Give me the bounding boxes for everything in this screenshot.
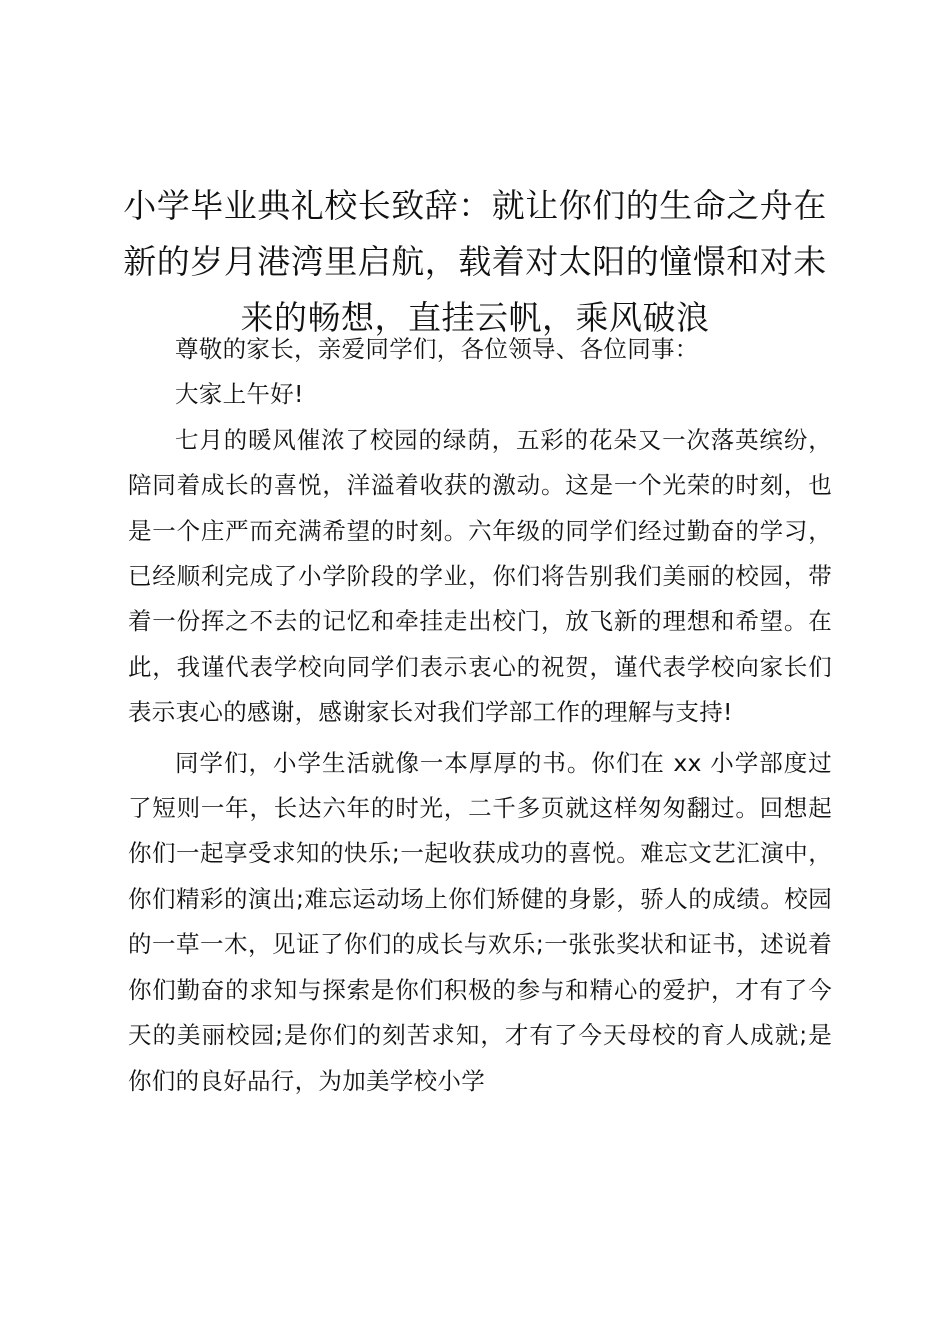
body-paragraph: 同学们，小学生活就像一本厚厚的书。你们在 xx 小学部度过了短则一年，长达六年的时光，二千多页就这样匆匆翻过。回想起你们一起享受求知的快乐;一起收获成功的喜悦。难忘文艺汇演中，你们精彩的演出;难忘运动场上你们矫健的身影，骄人的成绩。校园的一草一木，见证了你们的成长与欢乐;一张张奖状和证书，述说着你们勤奋的求知与探索是你们积极的参与和精心的爱护，才有了今天的美丽校园;是你们的刻苦求知，才有了今天母校的育人成就;是你们的良好品行，为加美学校小学 xyxy=(128,748,832,1095)
document-body xyxy=(128,327,832,1104)
salutation-paragraph: 尊敬的家长，亲爱同学们，各位领导、各位同事： xyxy=(175,335,699,363)
body-paragraph: 七月的暖风催浓了校园的绿荫，五彩的花朵又一次落英缤纷，陪同着成长的喜悦，洋溢着收获的激动。这是一个光荣的时刻，也是一个庄严而充满希望的时刻。六年级的同学们经过勤奋的学习，已经顺利完成了小学阶段的学业，你们将告别我们美丽的校园，带着一份挥之不去的记忆和牵挂走出校门，放飞新的理想和希望。在此，我谨代表学校向同学们表示衷心的祝贺，谨代表学校向家长们表示衷心的感谢，感谢家长对我们学部工作的理解与支持! xyxy=(128,425,832,727)
document-title: 小学毕业典礼校长致辞：就让你们的生命之舟在新的岁月港湾里启航，载着对太阳的憧憬和对未来的畅想，直挂云帆，乘风破浪 xyxy=(123,186,827,337)
greeting-paragraph: 大家上午好! xyxy=(175,380,304,409)
